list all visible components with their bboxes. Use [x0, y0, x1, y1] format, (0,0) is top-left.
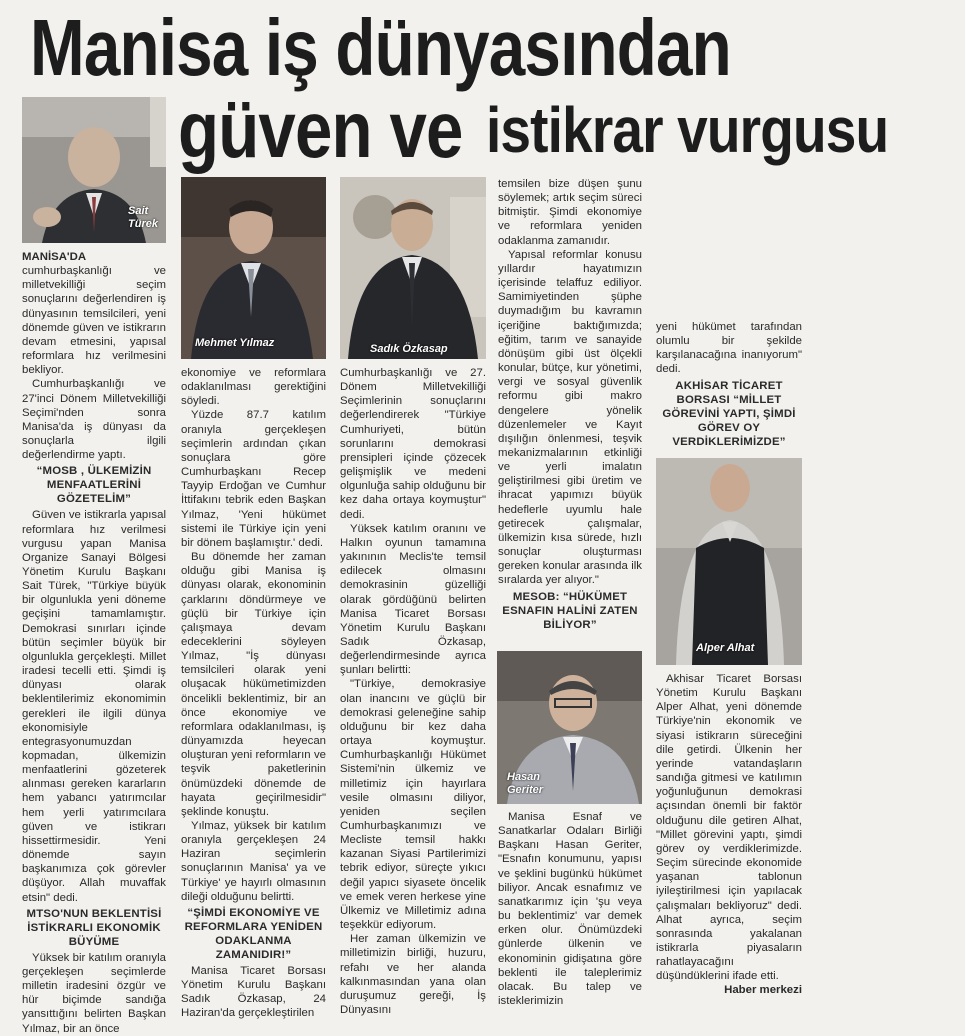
col5-paragraph-2: Akhisar Ticaret Borsası Yönetim Kurulu Başkanı Alper Alhat, yeni dönemde Türkiye'nin ekonomik ve siyasi istikrarın süreceğini dile getirdi. Ülkenin her yerinde vatandaşların sandığa gitmesi ve katılımın yoğunluğunun demokrasi açısından önemli bir faktör olduğunu dile getiren Alhat, "Millet görevini yaptı, şimdi görev oy verdiklerimizde. Seçim sürecinde ekonomide yaşanan tablonun iyileştirilmesi için yapılacak çalışmaları bekliyoruz" dedi. Alhat ayrıca, seçim sonrasında yakalanan istikrarla piyasaların rahatlayacağını düşündüklerini ifade etti. [656, 673, 802, 983]
col1-paragraph-2: Cumhurbaşkanlığı ve 27'inci Dönem Milletvekilliği Seçimi'nden sonra Manisa'da iş dünyası da sonuçlarla ilgili değerlendirme yaptı. [22, 378, 166, 462]
col4-paragraph-3: Manisa Esnaf ve Sanatkarlar Odaları Birliği Başkanı Hasan Geriter, "Esnafın konumunu, yapısı ve şeklini bugünkü hükümet biliyor. Ancak esnafımız ve sanatkarımız için 'şu veya bu beklentimiz' var demek erken olur. Önümüzdeki günlerde ülkenin ve ekonominin gidişatına göre beklenti ile taleplerimiz olacak. Bu talep ve isteklerimizin [498, 811, 642, 1008]
photo-sadik-ozkasap [340, 177, 486, 359]
caption-mehmet-yilmaz: Mehmet Yılmaz [195, 337, 275, 349]
col5-paragraph-1: yeni hükümet tarafından olumlu bir şekilde karşılanacağına inanıyorum" dedi. [656, 321, 802, 376]
col3-paragraph-2: Yüksek katılım oranını ve Halkın oyunun tamamına yakınının Meclis'te temsil edilecek olmasını demokrasinin güzelliği olarak gördüğünü belirten Manisa Ticaret Borsası Yönetim Kurulu Başkanı Sadık Özkasap, değerlendirmesinde ayrıca şunları belirtti: [340, 522, 486, 677]
byline: Haber merkezi [724, 984, 802, 997]
dateline: MANİSA'DA [22, 251, 87, 263]
photo-mehmet-yilmaz [181, 177, 326, 359]
photo-sait-turek [22, 97, 166, 243]
alper-alhat-portrait [656, 458, 802, 665]
article-column-3 [340, 366, 486, 1017]
caption-sait-turek: Sait Türek [128, 205, 158, 230]
col2-paragraph-4: Yılmaz, yüksek bir katılım oranıyla gerçekleşen 24 Haziran seçimlerin sonuçlarının Manisa' ya ve Türkiye' ye hayırlı olmasının dileği olduğunu belirtti. [181, 820, 326, 903]
article-column-1 [22, 250, 166, 1036]
col4-paragraph-1: temsilen bize düşen şunu söylemek; artık seçim süreci bitmiştir. Şimdi ekonomiye ve reformlara yeniden odaklanma zamanıdır. [498, 178, 642, 247]
col2-paragraph-1: ekonomiye ve reformlara odaklanılması gerektiğini söyledi. [181, 367, 326, 408]
headline-line2-part2: istikrar vurgusu [486, 94, 889, 166]
subheading-mtso: MTSO'NUN BEKLENTİSİ İSTİKRARLI EKONOMİK BÜYÜME [26, 907, 162, 948]
headline-line1: Manisa iş dünyasından [30, 3, 731, 92]
caption-sadik-ozkasap: Sadık Özkasap [370, 343, 448, 355]
photo-hasan-geriter [497, 651, 642, 804]
article-column-2 [181, 366, 326, 1021]
col3-paragraph-3: "Türkiye, demokrasiye olan inancını ve güçlü bir demokrasi geleneğine sahip olduğunu bir kez daha ortaya koymuştur. Cumhurbaşkanlığı Hükümet Sistemi'nin ülkemiz ve milletimiz için hayırlara vesile olmasını diliyor, yeniden seçilen Cumhurbaşkanımızı ve Mecliste temsil hakkı kazanan Siyasi Partilerimizi tebrik ediyor, süreçte yıkıcı değil yapıcı siyasete öncelik ve emek veren herkese yine Ülkemiz ve Milletimiz adına teşekkür ediyorum. [340, 678, 486, 932]
article-column-4-continued [498, 810, 642, 1008]
subheading-mesob: MESOB: “HÜKÜMET ESNAFIN HALİNİ ZATEN BİLİYOR” [502, 590, 638, 631]
col4-paragraph-2: Yapısal reformlar konusu yıllardır hayatımızın içerisinde telaffuz ediliyor. Samimiyetinden şüphe duymadığım bu kavramın içeriğine baktığımızda; eğitim, tarım ve sanayide dönüşüm gibi üst ölçekli konular, bütçe, kur yönetimi, vergi ve sosyal güvenlik reformu gibi makro dengelere yönelik düzenlemeler ve Kayıt dışılığın önlenmesi, teşvik mekanizmalarının etkinliği ve yerli imalatın geliştirilmesi gibi üretim ve ihracat yapımızı büyük hedeflerle uyumlu hale getirecek çalışmalar, ülkemizin kısa sürede, hızlı sonuçlar oluşturması gereken konular arasında ilk sıralarda yer alıyor." [498, 248, 642, 587]
article-column-4 [498, 177, 642, 634]
col1-paragraph-4: Yüksek bir katılım oranıyla gerçekleşen seçimlerde milletin iradesini özgür ve hür biçimde sandığa yansıttığını belirten Başkan Yılmaz, bir an önce [22, 951, 166, 1035]
subheading-mosb: “MOSB , ÜLKEMİZİN MENFAATLERİNİ GÖZETELİM” [36, 465, 152, 506]
col3-paragraph-1: Cumhurbaşkanlığı ve 27. Dönem Milletvekilliği Seçimlerinin sonuçlarını değerlendirerek "Türkiye Cumhuriyeti, bütün sorunlarını demokrasi prensipleri içinde çözecek gelişmişlik ve medeni olgunluğa sahip olduğunu bir kez daha ortaya koymuştur" dedi. [340, 367, 486, 521]
mehmet-yilmaz-portrait [181, 177, 326, 359]
article-column-5 [656, 320, 802, 451]
col1-paragraph-1: cumhurbaşkanlığı ve milletvekilliği seçim sonuçlarını değerlendiren iş dünyasının temsilcileri, yeni dönemde güven ve istikrarın devam etmesini, yapısal reformlara hız verilmesini bekliyor. [22, 265, 166, 377]
subheading-mtb: “ŞİMDİ EKONOMİYE VE REFORMLARA YENİDEN ODAKLANMA ZAMANIDIR!” [184, 906, 323, 961]
subheading-akhisar: AKHİSAR TİCARET BORSASI “MİLLET GÖREVİNİ YAPTI, ŞİMDİ GÖREV OY VERDİKLERİMİZDE” [662, 379, 796, 448]
article-column-5-continued [656, 672, 802, 998]
col3-paragraph-4: Her zaman ülkemizin ve milletimizin birliği, huzuru, refahı ve her alanda kalkınmasından yana olan duruşumuz gereği, İş Dünyasını [340, 933, 486, 1017]
col1-paragraph-3: Güven ve istikrarla yapısal reformlara hız verilmesi vurgusu yapan Manisa Organize Sanayi Bölgesi Yönetim Kurulu Başkanı Sait Türek, "Türkiye büyük bir olgunlukla yeni döneme geçişini tamamlamıştır. Demokrasi sınırları içinde bütün seçimler büyük bir olgunlukla gerçekleşti. Millet iradesi tecelli etti. Şimdi iş dünyası olarak beklentilerimiz ekonomimin gerekleri ile ilgili dünya ekonomisiyle entegrasyonumuzdan kopmadan, ülkemizin menfaatlerini gözeterek alınması gereken kararların hem yabancı yatırımcılar hem yerli yatırımcılara güven ve istikrarı hissettirmesidir. Yeni dönemde sayın başkanımıza çok görevler düşüyor. Allah muvaffak etsin" dedi. [22, 509, 166, 904]
caption-hasan-geriter: Hasan Geriter [507, 771, 544, 796]
caption-alper-alhat: Alper Alhat [696, 642, 755, 654]
col2-paragraph-3: Bu dönemde her zaman olduğu gibi Manisa iş dünyası olarak, ekonominin çarklarını döndürmeye ve güçlü bir Türkiye için çalışmaya devam edeceklerini söyleyen Yılmaz, "İş dünyası temsilcileri olarak yeni oluşacak hükümetimizden öncelikli beklentimiz, bir an önce ekonomiye ve reformlara odaklanılması, iş dünyamızda heyecan oluşturan yeni reformların ve teşvik paketlerinin önümüzdeki dönemde de hayata geçirilmesidir" şeklinde konuştu. [181, 551, 326, 818]
col2-paragraph-5: Manisa Ticaret Borsası Yönetim Kurulu Başkanı Sadık Özkasap, 24 Haziran'da gerçekleştirilen [181, 964, 326, 1020]
col2-paragraph-2: Yüzde 87.7 katılım oranıyla gerçekleşen seçimlerin ardından çıkan sonuçlara göre Cumhurbaşkanı Recep Tayyip Erdoğan ve Cumhur İttifakını tebrik eden Başkan Yılmaz, 'Yeni hükümet sistemi ile Türkiye için yeni bir dönem başlamıştır.' dedi. [181, 409, 326, 549]
sadik-ozkasap-portrait [340, 177, 486, 359]
headline-line2-part1: güven ve [178, 85, 463, 174]
photo-alper-alhat [656, 458, 802, 665]
